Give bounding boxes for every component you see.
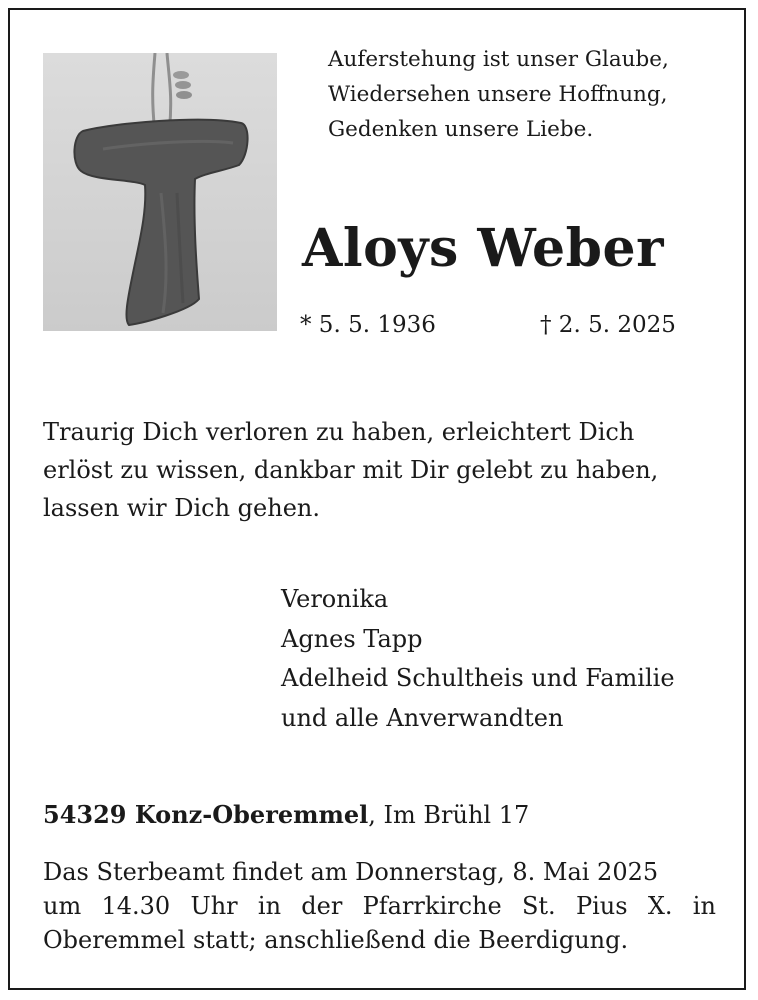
- service-line: Das Sterbeamt findet am Donnerstag, 8. Mai 2025: [43, 858, 659, 886]
- mourner-name: Agnes Tapp: [281, 624, 423, 653]
- quote-line: Gedenken unsere Liebe.: [328, 117, 594, 142]
- address: [43, 800, 529, 829]
- service-notice: [43, 855, 716, 957]
- verse-line: lassen wir Dich gehen.: [43, 494, 320, 522]
- service-line: [43, 889, 716, 923]
- life-dates: [300, 312, 700, 346]
- service-word: um: [43, 892, 82, 920]
- mourner-name: Adelheid Schultheis und Familie: [281, 664, 675, 692]
- mourner-name: und alle Anverwandten: [281, 703, 564, 732]
- mourners-list: [281, 580, 721, 738]
- service-word: Uhr: [190, 892, 238, 920]
- service-word: in: [257, 892, 282, 920]
- service-word: St.: [521, 892, 556, 920]
- service-word: X.: [647, 892, 673, 920]
- quote-line: Wiedersehen unsere Hoffnung,: [328, 82, 668, 107]
- mourner-name: Veronika: [281, 585, 389, 613]
- deceased-name: Aloys Weber: [302, 218, 664, 279]
- service-word: der: [301, 892, 343, 920]
- birth-date: * 5. 5. 1936: [300, 312, 436, 338]
- verse-line: Traurig Dich verloren zu haben, erleichtert Dich: [43, 418, 635, 446]
- address-city: 54329 Konz-Oberemmel: [43, 800, 369, 829]
- death-date: † 2. 5. 2025: [540, 312, 676, 338]
- service-word: in: [692, 892, 716, 920]
- farewell-verse: [43, 413, 723, 527]
- service-word: 14.30: [101, 892, 171, 920]
- quote-block: [328, 42, 728, 147]
- quote-line: Auferstehung ist unser Glaube,: [328, 47, 669, 72]
- service-word: Pfarrkirche: [362, 892, 502, 920]
- tau-cross-icon: [43, 53, 277, 331]
- verse-line: erlöst zu wissen, dankbar mit Dir gelebt zu haben,: [43, 456, 659, 484]
- service-line: Oberemmel statt; anschließend die Beerdigung.: [43, 926, 629, 954]
- address-street: , Im Brühl 17: [368, 801, 530, 829]
- obituary-card: [8, 8, 746, 990]
- tau-cross-photo: [43, 53, 277, 331]
- service-word: Pius: [575, 892, 628, 920]
